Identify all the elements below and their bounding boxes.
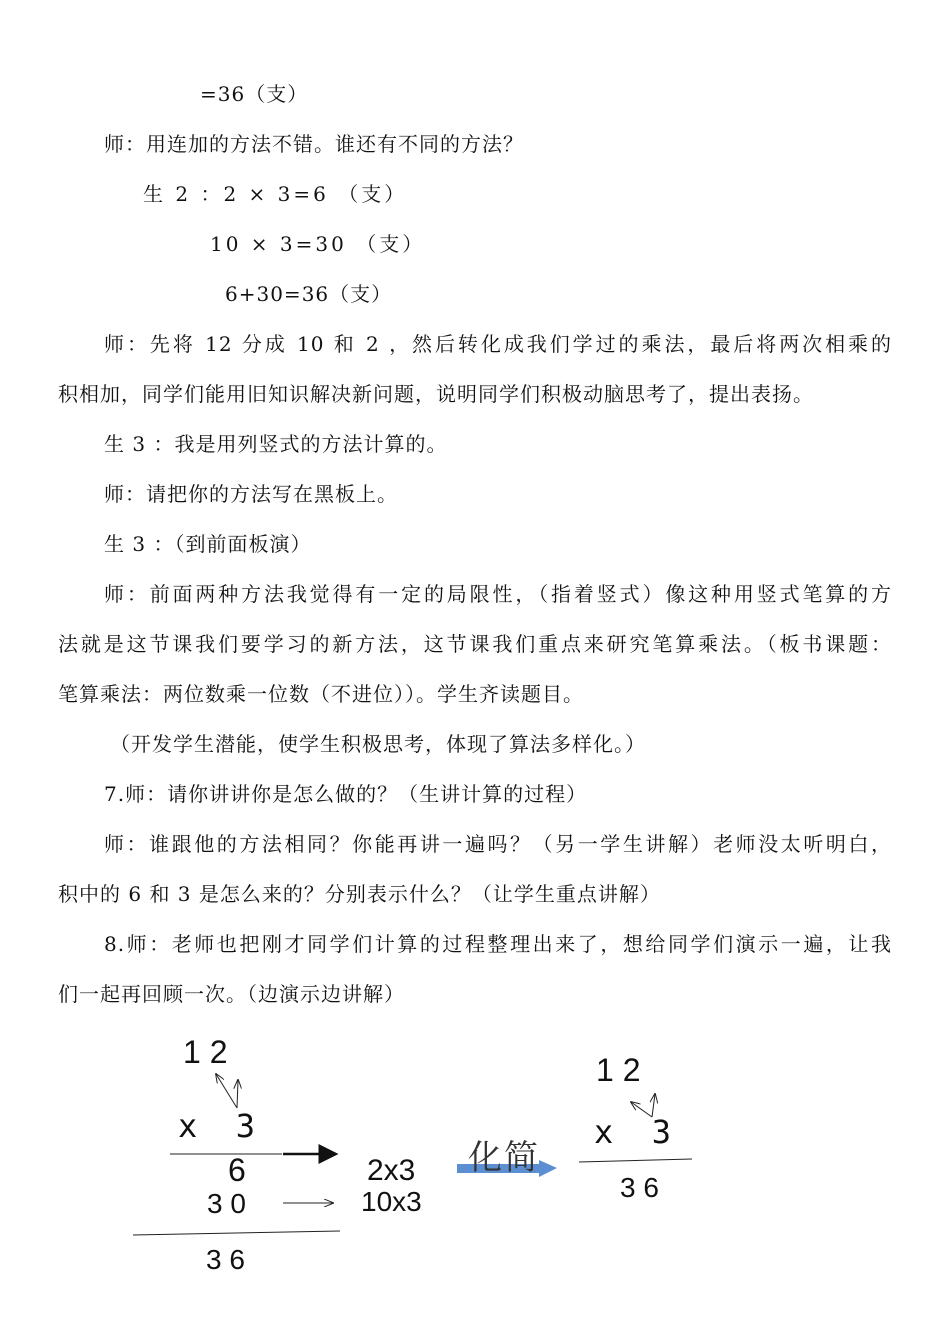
left-multiplier: x 3 (178, 1107, 256, 1145)
left-partial-ones-note: 2x3 (367, 1154, 416, 1187)
right-divider-line (579, 1159, 692, 1162)
text-line-2: 师：用连加的方法不错。谁还有不同的方法？ (104, 132, 524, 156)
left-partial-tens: 3 0 (207, 1188, 246, 1219)
left-partial-ones-note-clip (367, 1154, 427, 1187)
text-line-11: 师：前面两种方法我觉得有一定的局限性，（指着竖式）像这种用竖式笔算的方 (104, 582, 892, 606)
left-partial-ones: 6 (228, 1152, 246, 1188)
text-line-3: 生 2 ：2 × 3=6 （支） (143, 182, 408, 206)
text-line-8: 生 3 ：我是用列竖式的方法计算的。 (104, 432, 448, 456)
right-product: 3 6 (620, 1172, 659, 1203)
right-multiplier: x 3 (594, 1113, 672, 1151)
left-partial-ones-clip (228, 1152, 258, 1188)
text-line-17: 积中的 6 和 3 是怎么来的？分别表示什么？（让学生重点讲解） (58, 882, 661, 906)
text-line-1: =36（支） (200, 82, 309, 106)
text-line-15: 7.师：请你讲讲你是怎么做的？（生讲计算的过程） (104, 782, 588, 806)
simplify-label: 化简 (468, 1138, 540, 1178)
text-line-19: 们一起再回顾一次。（边演示边讲解） (58, 982, 405, 1006)
text-line-13: 笔算乘法：两位数乘一位数（不进位））。学生齐读题目。 (58, 682, 584, 706)
pointer-arrow-left-a (216, 1074, 237, 1108)
text-line-7: 积相加，同学们能用旧知识解决新问题，说明同学们积极动脑思考了，提出表扬。 (58, 382, 814, 406)
pointer-arrow-left-b (237, 1080, 238, 1108)
left-multiplicand: 1 2 (183, 1034, 228, 1070)
text-line-6: 师：先将 12 分成 10 和 2 ，然后转化成我们学过的乘法，最后将两次相乘的 (104, 332, 892, 356)
right-multiplicand: 1 2 (596, 1052, 641, 1088)
text-line-16: 师：谁跟他的方法相同？你能再讲一遍吗？（另一学生讲解）老师没太听明白， (104, 832, 892, 856)
left-product-line (133, 1231, 340, 1235)
text-line-4: 10 × 3=30 （支） (210, 232, 426, 256)
text-line-5: 6+30=36（支） (225, 282, 393, 306)
text-line-14: （开发学生潜能，使学生积极思考，体现了算法多样化。） (110, 732, 646, 756)
simplify-label-clip (468, 1138, 548, 1176)
text-line-18: 8.师：老师也把刚才同学们计算的过程整理出来了，想给同学们演示一遍，让我 (104, 932, 892, 956)
left-product: 3 6 (206, 1244, 245, 1275)
text-line-12: 法就是这节课我们要学习的新方法，这节课我们重点来研究笔算乘法。（板书课题： (58, 632, 892, 656)
text-line-9: 师：请把你的方法写在黑板上。 (104, 482, 398, 506)
text-line-10: 生 3 ：（到前面板演） (104, 532, 312, 556)
left-partial-tens-note: 10x3 (361, 1186, 422, 1217)
